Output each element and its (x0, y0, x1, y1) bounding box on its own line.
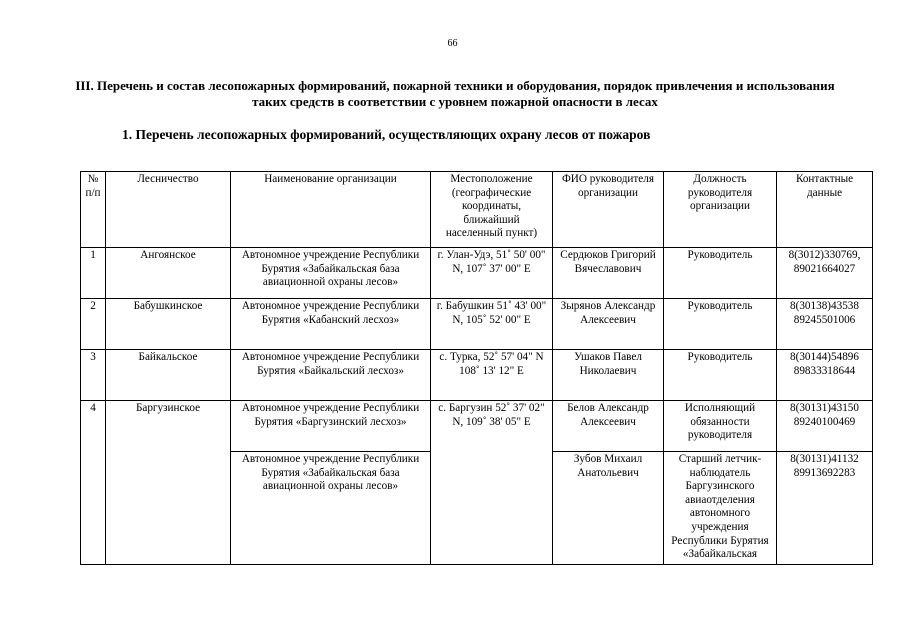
table-row (81, 248, 873, 299)
cell-org: Автономное учреждение Республики Бурятия «Кабанский лесхоз» (231, 299, 431, 350)
cell-fio: Белов Александр Алексеевич (553, 401, 664, 452)
cell-location: г. Улан-Удэ, 51˚ 50' 00" N, 107˚ 37' 00" E (431, 248, 553, 299)
subsection-title: 1. Перечень лесопожарных формирований, осуществляющих охрану лесов от пожаров (122, 127, 651, 142)
header-org: Наименование организации (231, 172, 431, 248)
table-row (81, 401, 873, 452)
cell-location: с. Баргузин 52˚ 37' 02" N, 109˚ 38' 05" E (431, 401, 553, 565)
cell-num: 1 (81, 248, 106, 299)
section-title: III. Перечень и состав лесопожарных формирований, пожарной техники и оборудования, порядок привлечения и использования таких средств в соответствии с уровнем пожарной опасности в лесах (75, 78, 835, 109)
cell-num: 4 (81, 401, 106, 565)
cell-contacts: 8(3012)330769, 89021664027 (777, 248, 873, 299)
cell-fio: Зырянов Александр Алексеевич (553, 299, 664, 350)
cell-contacts: 8(30131)43150 89240100469 (777, 401, 873, 452)
forest-fire-units-table (80, 171, 873, 565)
cell-location: с. Турка, 52˚ 57' 04" N 108˚ 13' 12" E (431, 350, 553, 401)
cell-position: Руководитель (664, 248, 777, 299)
cell-fio: Сердюков Григорий Вячеславович (553, 248, 664, 299)
cell-position: Старший летчик-наблюдатель Баргузинского авиаотделения автономного учреждения Республики Бурятия «Забайкальская (664, 452, 777, 565)
cell-forestry: Ангоянское (106, 248, 231, 299)
cell-contacts: 8(30131)41132 89913692283 (777, 452, 873, 565)
cell-org: Автономное учреждение Республики Бурятия «Байкальский лесхоз» (231, 350, 431, 401)
header-position: Должность руководителя организации (664, 172, 777, 248)
header-num: № п/п (81, 172, 106, 248)
header-contacts: Контактные данные (777, 172, 873, 248)
header-fio: ФИО руководителя организации (553, 172, 664, 248)
cell-org: Автономное учреждение Республики Бурятия «Баргузинский лесхоз» (231, 401, 431, 452)
cell-org: Автономное учреждение Республики Бурятия «Забайкальская база авиационной охраны лесов» (231, 248, 431, 299)
page-number: 66 (447, 38, 458, 49)
header-location: Местоположение (географические координаты, ближайший населенный пункт) (431, 172, 553, 248)
cell-contacts: 8(30138)43538 89245501006 (777, 299, 873, 350)
table-row (81, 350, 873, 401)
cell-position: Руководитель (664, 350, 777, 401)
header-forestry: Лесничество (106, 172, 231, 248)
cell-forestry: Байкальское (106, 350, 231, 401)
cell-location: г. Бабушкин 51˚ 43' 00" N, 105˚ 52' 00" E (431, 299, 553, 350)
cell-org: Автономное учреждение Республики Бурятия «Забайкальская база авиационной охраны лесов» (231, 452, 431, 565)
cell-position: Исполняющий обязанности руководителя (664, 401, 777, 452)
table-row (81, 299, 873, 350)
cell-num: 2 (81, 299, 106, 350)
cell-forestry: Бабушкинское (106, 299, 231, 350)
cell-position: Руководитель (664, 299, 777, 350)
cell-fio: Ушаков Павел Николаевич (553, 350, 664, 401)
cell-num: 3 (81, 350, 106, 401)
cell-fio: Зубов Михаил Анатольевич (553, 452, 664, 565)
cell-contacts: 8(30144)54896 89833318644 (777, 350, 873, 401)
table-header-row (81, 172, 873, 248)
cell-forestry: Баргузинское (106, 401, 231, 565)
